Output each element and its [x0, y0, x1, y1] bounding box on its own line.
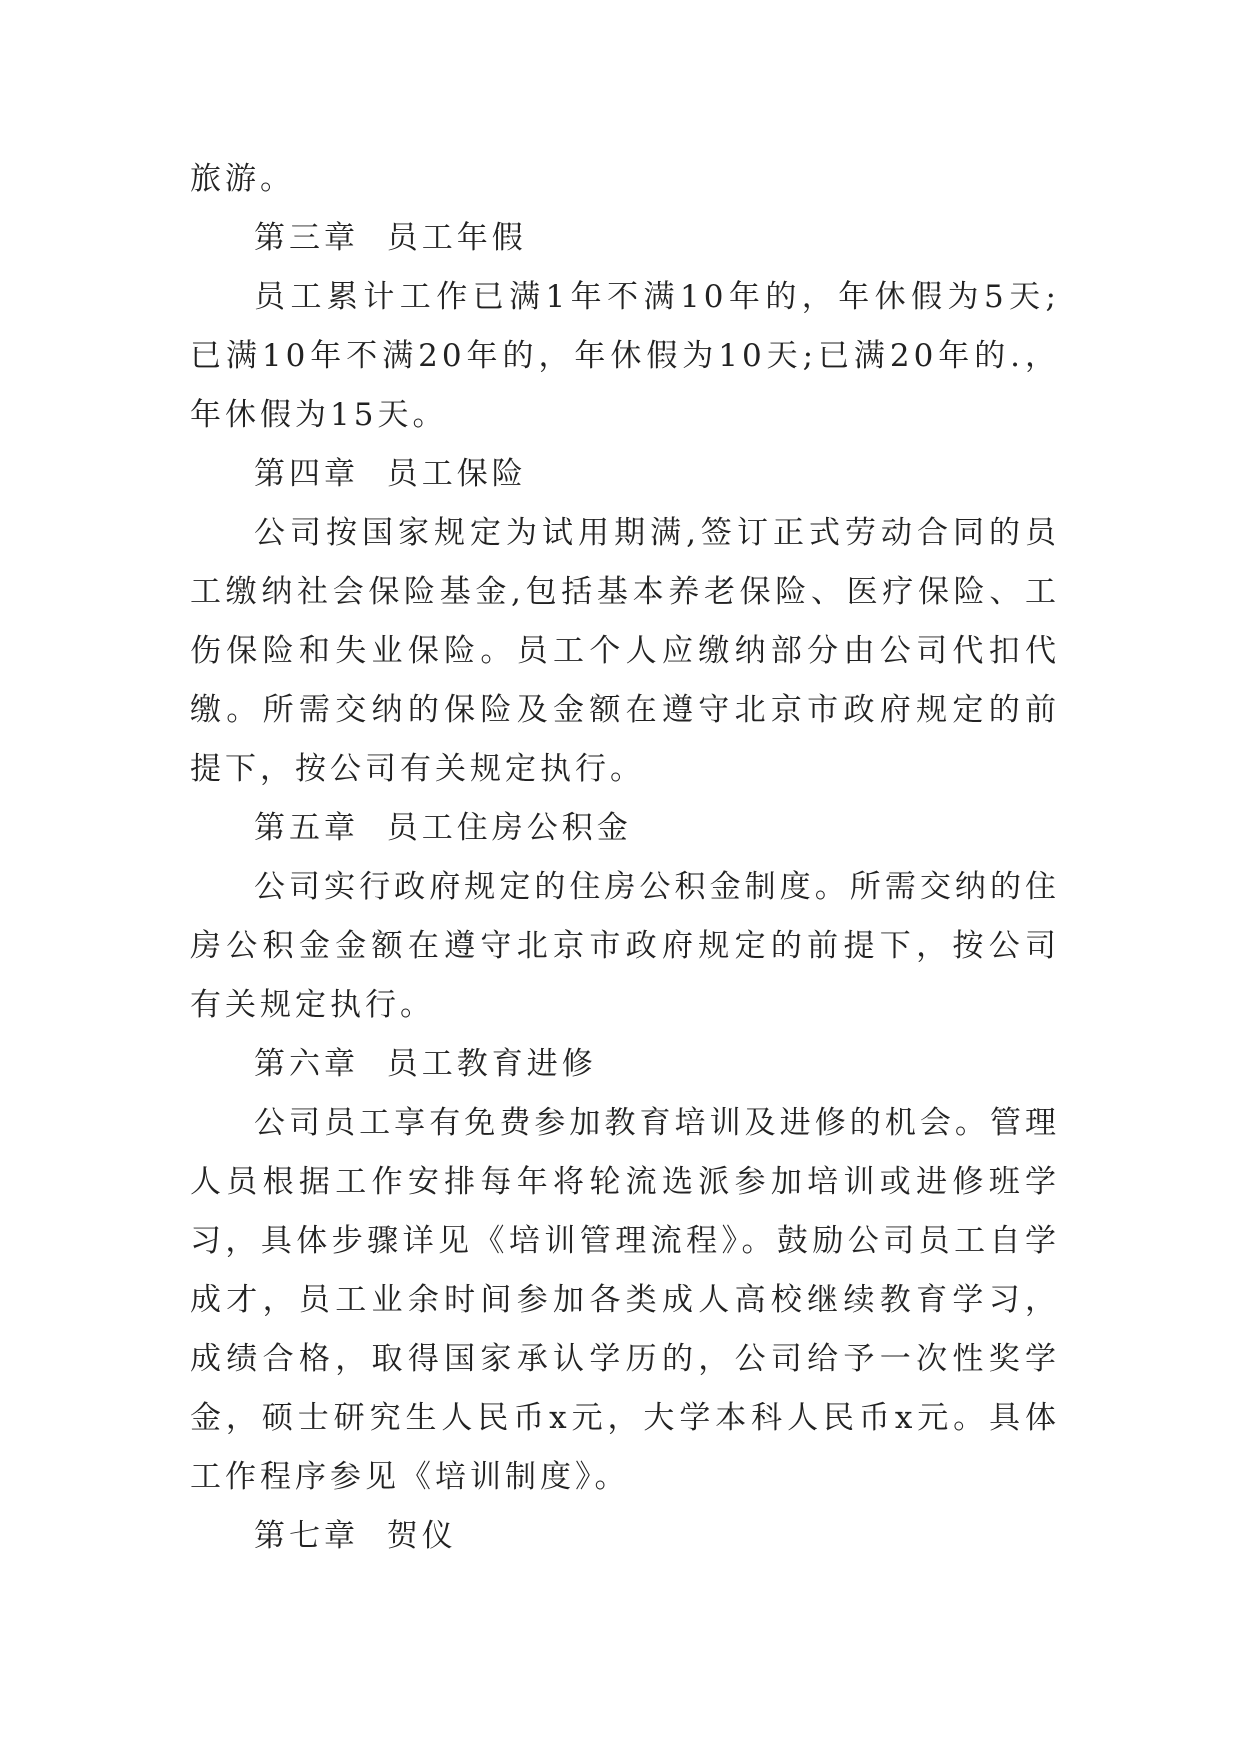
paragraph-education: 公司员工享有免费参加教育培训及进修的机会。管理人员根据工作安排每年将轮流选派参加培训或进修班学习，具体步骤详见《培训管理流程》。鼓励公司员工自学成才，员工业余时间参加各类成人高校继续教育学习，成绩合格，取得国家承认学历的，公司给予一次性奖学金，硕士研究生人民币x元，大学本科人民币x元。具体工作程序参见《培训制度》。: [190, 1105, 1060, 1495]
paragraph-text: 旅游。: [190, 161, 295, 197]
chapter-heading-7: 第七章 贺仪: [254, 1518, 457, 1554]
document-body: [190, 150, 1060, 1566]
chapter-heading-6: 第六章 员工教育进修: [254, 1046, 597, 1082]
chapter-heading-4: 第四章 员工保险: [254, 456, 527, 492]
paragraph-annual-leave: 员工累计工作已满1年不满10年的，年休假为5天;已满10年不满20年的，年休假为10天;已满20年的.，年休假为15天。: [190, 279, 1060, 433]
paragraph-housing-fund: 公司实行政府规定的住房公积金制度。所需交纳的住房公积金金额在遵守北京市政府规定的前提下，按公司有关规定执行。: [190, 869, 1060, 1023]
chapter-heading-5: 第五章 员工住房公积金: [254, 810, 632, 846]
chapter-heading-3: 第三章 员工年假: [254, 220, 527, 256]
paragraph-insurance: 公司按国家规定为试用期满,签订正式劳动合同的员工缴纳社会保险基金,包括基本养老保险、医疗保险、工伤保险和失业保险。员工个人应缴纳部分由公司代扣代缴。所需交纳的保险及金额在遵守北京市政府规定的前提下，按公司有关规定执行。: [190, 515, 1060, 787]
